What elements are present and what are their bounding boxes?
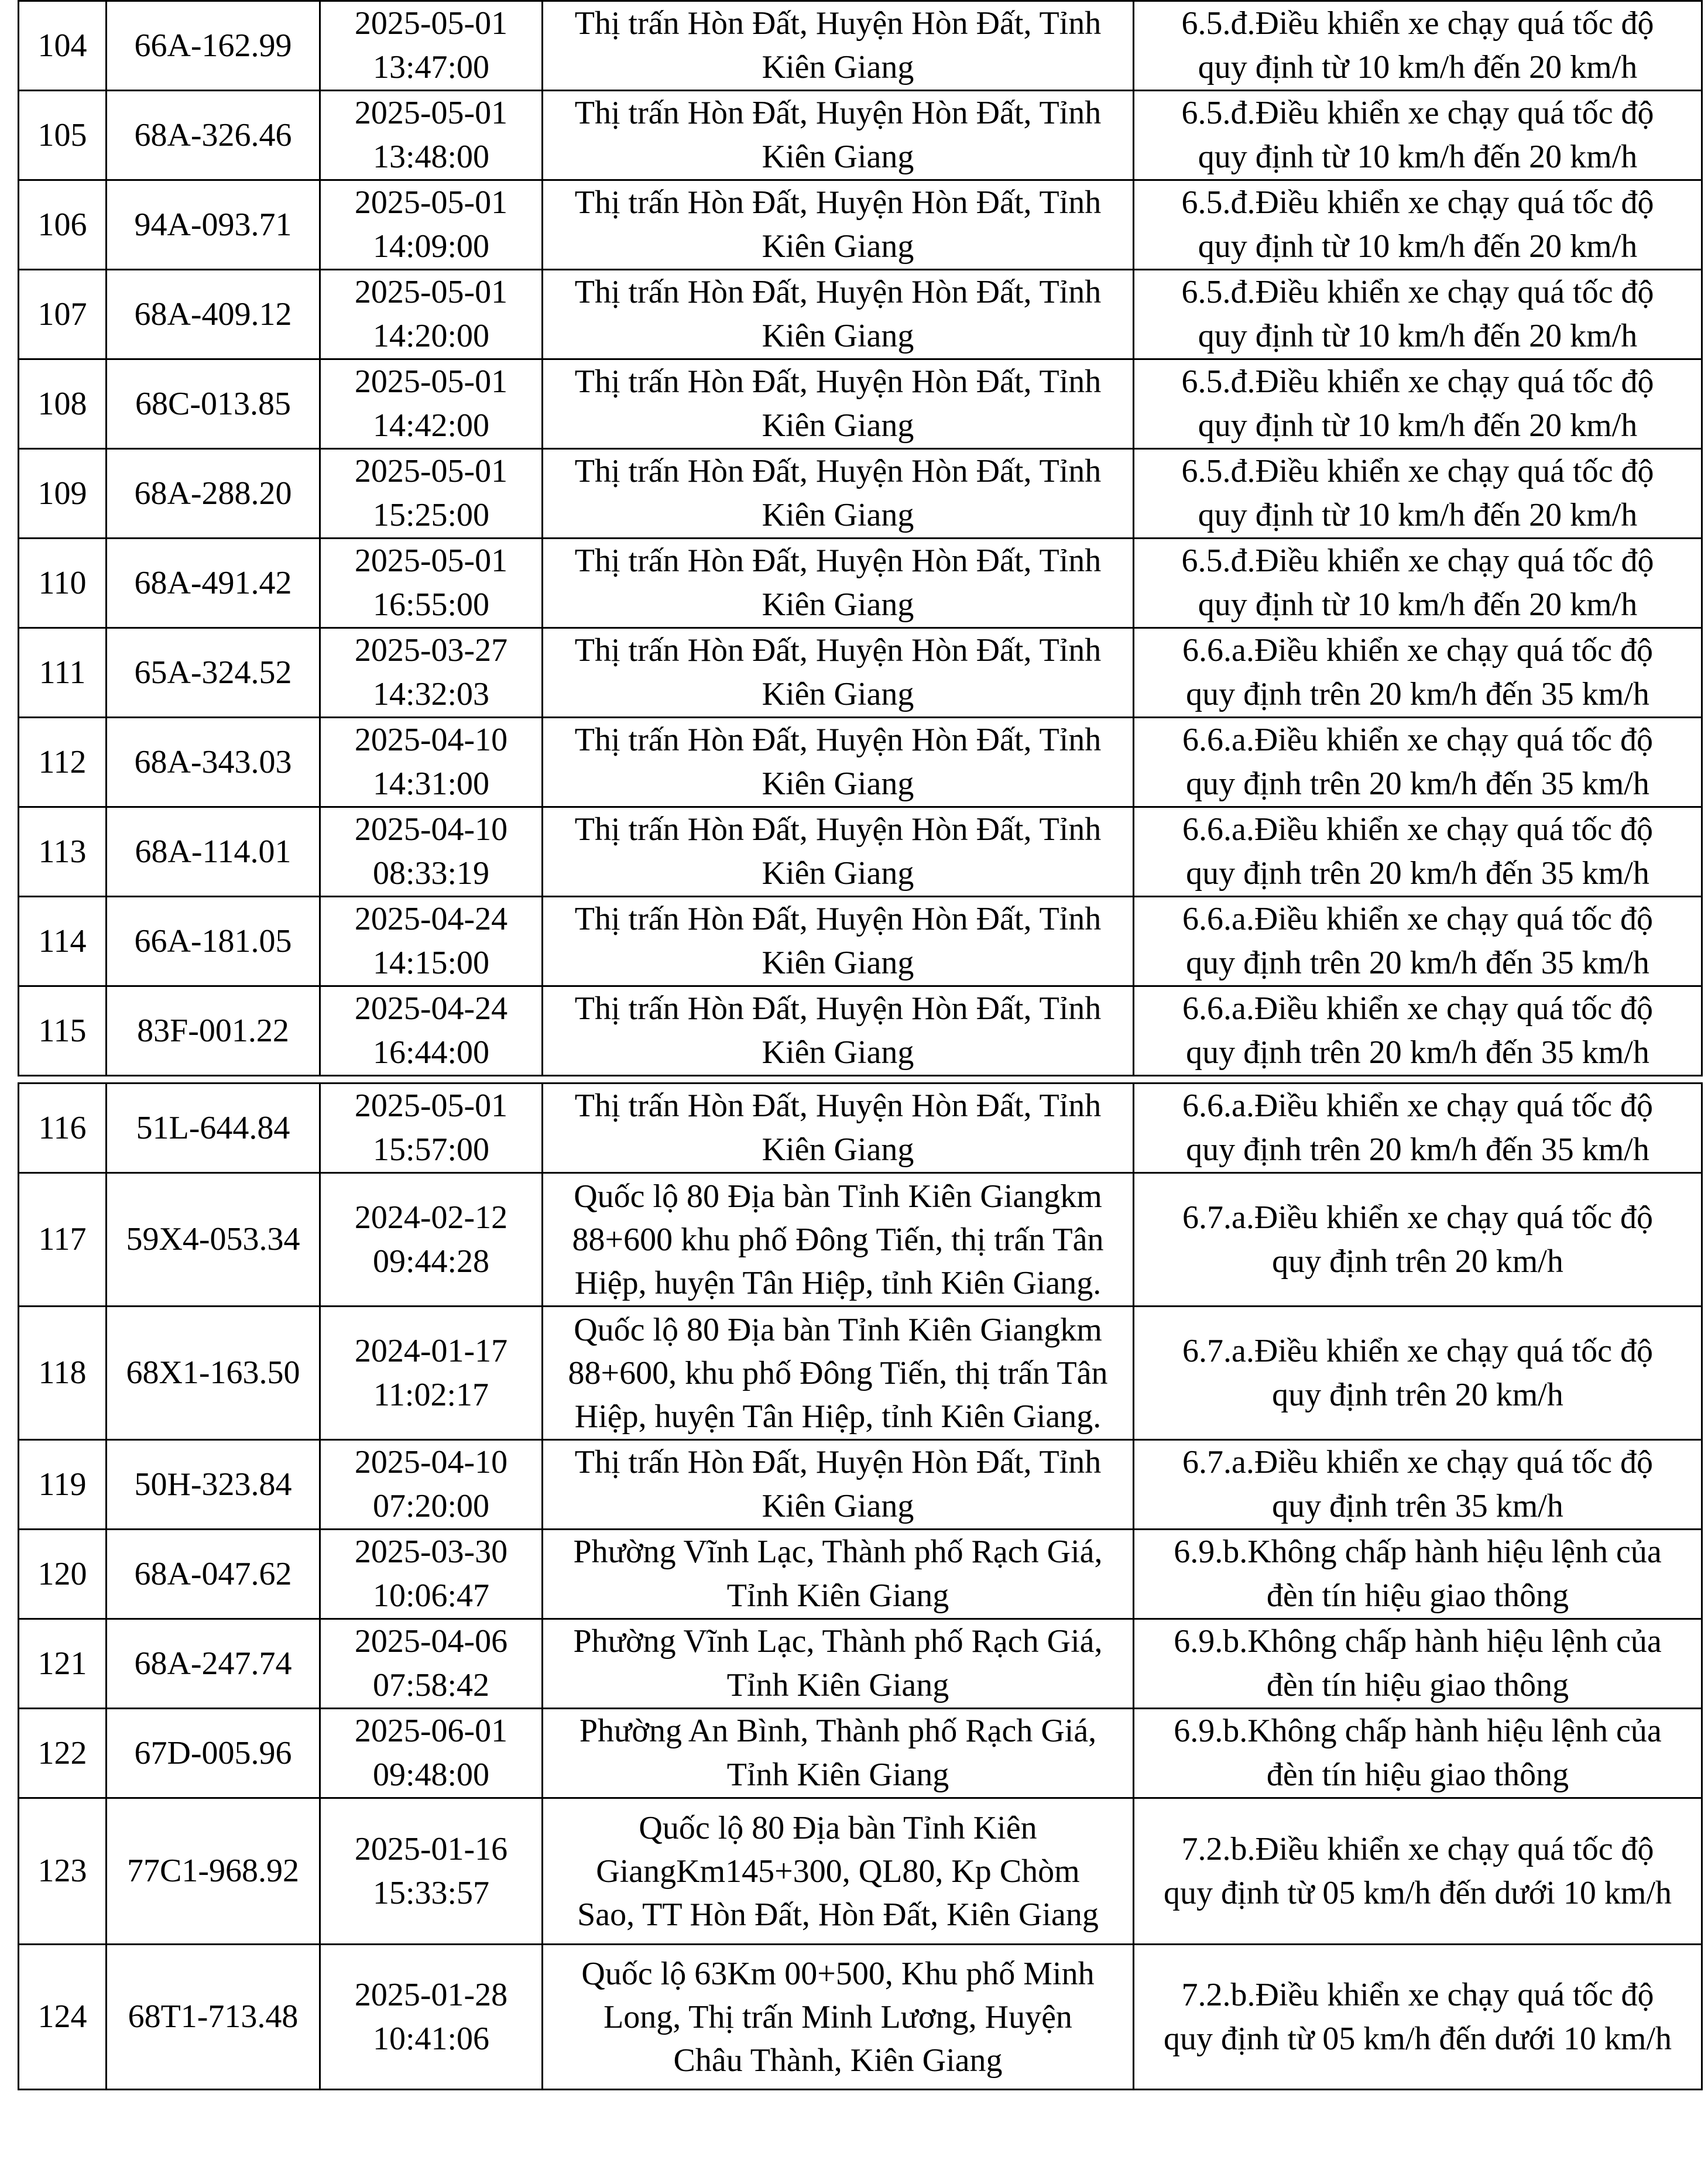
violation-time: 2025-04-10 08:33:19: [320, 807, 543, 897]
license-plate: 68T1-713.48: [107, 1945, 320, 2090]
violation-behavior: 6.9.b.Không chấp hành hiệu lệnh của đèn tín hiệu giao thông: [1134, 1709, 1702, 1798]
license-plate: 67D-005.96: [107, 1709, 320, 1798]
violation-behavior: 6.6.a.Điều khiển xe chạy quá tốc độ quy định trên 20 km/h đến 35 km/h: [1134, 897, 1702, 986]
table-row: [19, 1530, 1702, 1619]
license-plate: 68A-047.62: [107, 1530, 320, 1619]
table-row: [19, 359, 1702, 449]
license-plate: 77C1-968.92: [107, 1798, 320, 1945]
license-plate: 68A-491.42: [107, 539, 320, 628]
row-number: 108: [19, 359, 107, 449]
row-number: 110: [19, 539, 107, 628]
violation-behavior: 6.6.a.Điều khiển xe chạy quá tốc độ quy định trên 20 km/h đến 35 km/h: [1134, 1084, 1702, 1173]
violation-time: 2025-05-01 16:55:00: [320, 539, 543, 628]
violation-place: Thị trấn Hòn Đất, Huyện Hòn Đất, Tỉnh Kiên Giang: [543, 718, 1134, 807]
violation-behavior: 6.5.đ.Điều khiển xe chạy quá tốc độ quy định từ 10 km/h đến 20 km/h: [1134, 1, 1702, 91]
row-number: 124: [19, 1945, 107, 2090]
table-row: [19, 1307, 1702, 1440]
violation-time: 2024-02-12 09:44:28: [320, 1173, 543, 1307]
table-row: [19, 807, 1702, 897]
table-row: [19, 180, 1702, 270]
table-row: [19, 986, 1702, 1076]
violation-place: Phường An Bình, Thành phố Rạch Giá, Tỉnh Kiên Giang: [543, 1709, 1134, 1798]
table-row: [19, 1, 1702, 91]
table-row: [19, 449, 1702, 539]
violation-time: 2025-05-01 13:48:00: [320, 91, 543, 180]
violation-time: 2025-05-01 15:57:00: [320, 1084, 543, 1173]
row-number: 109: [19, 449, 107, 539]
table-row: [19, 539, 1702, 628]
violation-time: 2025-05-01 14:09:00: [320, 180, 543, 270]
violation-place: Quốc lộ 80 Địa bàn Tỉnh Kiên Giangkm 88+600, khu phố Đông Tiến, thị trấn Tân Hiệp, huyện Tân Hiệp, tỉnh Kiên Giang.: [543, 1307, 1134, 1440]
row-number: 118: [19, 1307, 107, 1440]
violation-time: 2025-04-06 07:58:42: [320, 1619, 543, 1709]
violation-place: Thị trấn Hòn Đất, Huyện Hòn Đất, Tỉnh Kiên Giang: [543, 449, 1134, 539]
violation-time: 2025-05-01 14:20:00: [320, 270, 543, 359]
violation-behavior: 6.6.a.Điều khiển xe chạy quá tốc độ quy định trên 20 km/h đến 35 km/h: [1134, 718, 1702, 807]
violation-place: Thị trấn Hòn Đất, Huyện Hòn Đất, Tỉnh Kiên Giang: [543, 91, 1134, 180]
table-row: [19, 1798, 1702, 1945]
row-number: 112: [19, 718, 107, 807]
violation-behavior: 6.9.b.Không chấp hành hiệu lệnh của đèn tín hiệu giao thông: [1134, 1619, 1702, 1709]
violation-place: Thị trấn Hòn Đất, Huyện Hòn Đất, Tỉnh Kiên Giang: [543, 270, 1134, 359]
license-plate: 68X1-163.50: [107, 1307, 320, 1440]
row-number: 123: [19, 1798, 107, 1945]
violation-behavior: 6.5.đ.Điều khiển xe chạy quá tốc độ quy định từ 10 km/h đến 20 km/h: [1134, 91, 1702, 180]
violation-place: Thị trấn Hòn Đất, Huyện Hòn Đất, Tỉnh Kiên Giang: [543, 897, 1134, 986]
page-break-spacer: [19, 1076, 1702, 1084]
row-number: 121: [19, 1619, 107, 1709]
violation-behavior: 6.5.đ.Điều khiển xe chạy quá tốc độ quy định từ 10 km/h đến 20 km/h: [1134, 270, 1702, 359]
violation-place: Thị trấn Hòn Đất, Huyện Hòn Đất, Tỉnh Kiên Giang: [543, 359, 1134, 449]
violations-table-body: [19, 1, 1702, 2090]
violation-place: Thị trấn Hòn Đất, Huyện Hòn Đất, Tỉnh Kiên Giang: [543, 1440, 1134, 1530]
license-plate: 50H-323.84: [107, 1440, 320, 1530]
violation-behavior: 6.5.đ.Điều khiển xe chạy quá tốc độ quy định từ 10 km/h đến 20 km/h: [1134, 180, 1702, 270]
table-row: [19, 1173, 1702, 1307]
license-plate: 65A-324.52: [107, 628, 320, 718]
violation-time: 2024-01-17 11:02:17: [320, 1307, 543, 1440]
table-row: [19, 1709, 1702, 1798]
row-number: 106: [19, 180, 107, 270]
row-number: 119: [19, 1440, 107, 1530]
violation-time: 2025-04-24 16:44:00: [320, 986, 543, 1076]
row-number: 104: [19, 1, 107, 91]
violation-behavior: 6.7.a.Điều khiển xe chạy quá tốc độ quy định trên 20 km/h: [1134, 1173, 1702, 1307]
row-number: 107: [19, 270, 107, 359]
violation-behavior: 7.2.b.Điều khiển xe chạy quá tốc độ quy định từ 05 km/h đến dưới 10 km/h: [1134, 1798, 1702, 1945]
violation-behavior: 6.7.a.Điều khiển xe chạy quá tốc độ quy định trên 20 km/h: [1134, 1307, 1702, 1440]
license-plate: 94A-093.71: [107, 180, 320, 270]
violation-place: Quốc lộ 80 Địa bàn Tỉnh Kiên Giangkm 88+600 khu phố Đông Tiến, thị trấn Tân Hiệp, huyện Tân Hiệp, tỉnh Kiên Giang.: [543, 1173, 1134, 1307]
violation-behavior: 6.6.a.Điều khiển xe chạy quá tốc độ quy định trên 20 km/h đến 35 km/h: [1134, 986, 1702, 1076]
document-page: [18, 0, 1701, 2090]
violations-table: [18, 0, 1703, 2090]
violation-time: 2025-03-30 10:06:47: [320, 1530, 543, 1619]
license-plate: 83F-001.22: [107, 986, 320, 1076]
table-row: [19, 897, 1702, 986]
row-number: 115: [19, 986, 107, 1076]
table-row: [19, 91, 1702, 180]
violation-place: Phường Vĩnh Lạc, Thành phố Rạch Giá, Tỉnh Kiên Giang: [543, 1530, 1134, 1619]
violation-time: 2025-04-24 14:15:00: [320, 897, 543, 986]
row-number: 105: [19, 91, 107, 180]
violation-time: 2025-01-28 10:41:06: [320, 1945, 543, 2090]
license-plate: 68A-288.20: [107, 449, 320, 539]
table-row: [19, 628, 1702, 718]
row-number: 122: [19, 1709, 107, 1798]
license-plate: 68A-114.01: [107, 807, 320, 897]
license-plate: 66A-162.99: [107, 1, 320, 91]
violation-behavior: 6.5.đ.Điều khiển xe chạy quá tốc độ quy định từ 10 km/h đến 20 km/h: [1134, 539, 1702, 628]
row-number: 111: [19, 628, 107, 718]
violation-time: 2025-01-16 15:33:57: [320, 1798, 543, 1945]
violation-behavior: 6.9.b.Không chấp hành hiệu lệnh của đèn tín hiệu giao thông: [1134, 1530, 1702, 1619]
violation-place: Thị trấn Hòn Đất, Huyện Hòn Đất, Tỉnh Kiên Giang: [543, 628, 1134, 718]
violation-place: Thị trấn Hòn Đất, Huyện Hòn Đất, Tỉnh Kiên Giang: [543, 1, 1134, 91]
license-plate: 66A-181.05: [107, 897, 320, 986]
violation-time: 2025-03-27 14:32:03: [320, 628, 543, 718]
violation-time: 2025-06-01 09:48:00: [320, 1709, 543, 1798]
license-plate: 68A-326.46: [107, 91, 320, 180]
violation-place: Quốc lộ 80 Địa bàn Tỉnh Kiên GiangKm145+300, QL80, Kp Chòm Sao, TT Hòn Đất, Hòn Đất, Kiên Giang: [543, 1798, 1134, 1945]
license-plate: 68A-343.03: [107, 718, 320, 807]
violation-place: Phường Vĩnh Lạc, Thành phố Rạch Giá, Tỉnh Kiên Giang: [543, 1619, 1134, 1709]
violation-time: 2025-04-10 14:31:00: [320, 718, 543, 807]
violation-behavior: 6.6.a.Điều khiển xe chạy quá tốc độ quy định trên 20 km/h đến 35 km/h: [1134, 807, 1702, 897]
violation-place: Thị trấn Hòn Đất, Huyện Hòn Đất, Tỉnh Kiên Giang: [543, 539, 1134, 628]
table-row: [19, 1945, 1702, 2090]
violation-behavior: 6.5.đ.Điều khiển xe chạy quá tốc độ quy định từ 10 km/h đến 20 km/h: [1134, 449, 1702, 539]
table-row: [19, 270, 1702, 359]
license-plate: 68C-013.85: [107, 359, 320, 449]
row-number: 113: [19, 807, 107, 897]
table-row: [19, 718, 1702, 807]
row-number: 117: [19, 1173, 107, 1307]
violation-place: Thị trấn Hòn Đất, Huyện Hòn Đất, Tỉnh Kiên Giang: [543, 180, 1134, 270]
violation-behavior: 7.2.b.Điều khiển xe chạy quá tốc độ quy định từ 05 km/h đến dưới 10 km/h: [1134, 1945, 1702, 2090]
license-plate: 59X4-053.34: [107, 1173, 320, 1307]
page-break-gap: [19, 1076, 1702, 1084]
row-number: 116: [19, 1084, 107, 1173]
row-number: 120: [19, 1530, 107, 1619]
violation-behavior: 6.5.đ.Điều khiển xe chạy quá tốc độ quy định từ 10 km/h đến 20 km/h: [1134, 359, 1702, 449]
license-plate: 51L-644.84: [107, 1084, 320, 1173]
violation-behavior: 6.6.a.Điều khiển xe chạy quá tốc độ quy định trên 20 km/h đến 35 km/h: [1134, 628, 1702, 718]
violation-place: Thị trấn Hòn Đất, Huyện Hòn Đất, Tỉnh Kiên Giang: [543, 807, 1134, 897]
violation-time: 2025-05-01 13:47:00: [320, 1, 543, 91]
table-row: [19, 1084, 1702, 1173]
violation-place: Thị trấn Hòn Đất, Huyện Hòn Đất, Tỉnh Kiên Giang: [543, 986, 1134, 1076]
violation-time: 2025-05-01 14:42:00: [320, 359, 543, 449]
table-row: [19, 1619, 1702, 1709]
table-row: [19, 1440, 1702, 1530]
violation-time: 2025-04-10 07:20:00: [320, 1440, 543, 1530]
violation-behavior: 6.7.a.Điều khiển xe chạy quá tốc độ quy định trên 35 km/h: [1134, 1440, 1702, 1530]
row-number: 114: [19, 897, 107, 986]
license-plate: 68A-409.12: [107, 270, 320, 359]
violation-place: Thị trấn Hòn Đất, Huyện Hòn Đất, Tỉnh Kiên Giang: [543, 1084, 1134, 1173]
license-plate: 68A-247.74: [107, 1619, 320, 1709]
violation-place: Quốc lộ 63Km 00+500, Khu phố Minh Long, Thị trấn Minh Lương, Huyện Châu Thành, Kiên Giang: [543, 1945, 1134, 2090]
violation-time: 2025-05-01 15:25:00: [320, 449, 543, 539]
